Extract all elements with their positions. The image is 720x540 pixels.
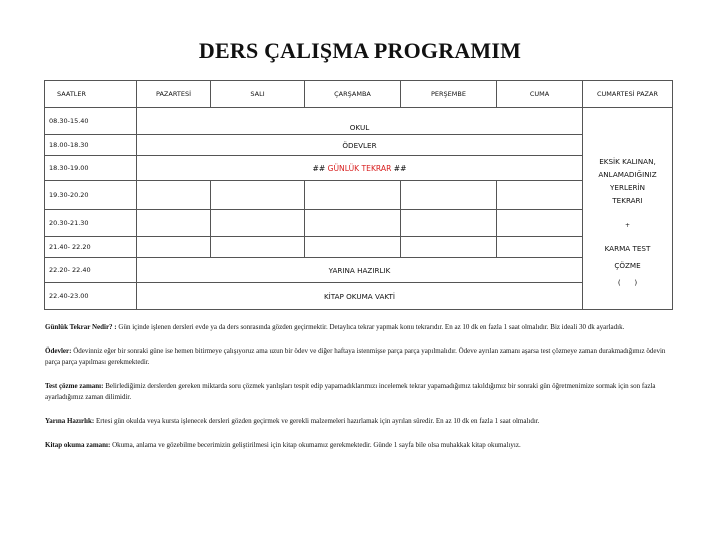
weekend-plus: + [624,221,631,229]
empty-cell [211,210,305,237]
empty-cell [401,181,497,210]
time-cell: 21.40- 22.20 [45,237,137,258]
weekend-line: ANLAMADIĞINIZ [598,169,657,179]
weekend-line: TEKRARI [612,195,643,205]
col-header-pazartesi: PAZARTESİ [137,81,211,108]
empty-cell [305,210,401,237]
empty-cell [137,210,211,237]
note-paragraph [45,440,675,451]
note-text: Gün içinde işlenen dersleri evde ya da ders sonrasında gözden geçirmektir. Detaylıca tekrar yapmak konu tekrarıdır. En az 10 dk en fazla 1 saat olmalıdır. Biz ideali 30 dk ayarladık. [116,323,625,331]
time-cell: 22.20- 22.40 [45,258,137,283]
schedule-table [44,80,673,310]
note-label: Yarına Hazırlık: [45,417,95,425]
note-paragraph [45,416,675,427]
okul-cell: OKUL [137,108,583,135]
table-row [45,258,673,283]
odevler-cell: ÖDEVLER [137,135,583,156]
time-cell: 08.30-15.40 [45,108,137,135]
col-header-carsamba: ÇARŞAMBA [305,81,401,108]
weekend-cell [583,108,673,310]
note-paragraph [45,381,675,403]
tekrar-prefix: ## [312,163,328,173]
tekrar-label: GÜNLÜK TEKRAR [327,163,392,173]
note-text: Ödevinniz eğer bir sonraki güne ise hemen bitirmeye çalışıyoruz ama uzun bir ödev ve diğer haftaya istenmişse parça parça yapılmalıdır. Ödeve ayrılan zamanı aşarsa test çözmeye zaman durakmadığımız ödevin parça parça yapılması gerekmektedir. [45,347,666,366]
col-header-cumartesi-pazar: CUMARTESİ PAZAR [583,81,673,108]
empty-cell [211,181,305,210]
table-row [45,210,673,237]
note-text: Belirlediğimiz derslerden gereken miktarda soru çözmek yanlışları tespit edip yapamadıklarımızı incelemek tekrar yapamadığımız takıldığımız bir sonraki gün öğretmenimize sormak için son fazla ayarladığımız zaman dilimidir. [45,382,656,401]
empty-cell [137,181,211,210]
table-row [45,283,673,310]
weekend-line: YERLERİN [610,182,645,192]
empty-cell [305,237,401,258]
weekend-karma: ÇÖZME [614,260,641,270]
table-row [45,108,673,135]
weekend-paren: ( ) [617,277,638,287]
col-header-sali: SALI [211,81,305,108]
time-cell: 22.40-23.00 [45,283,137,310]
notes-section [45,322,675,451]
empty-cell [401,210,497,237]
empty-cell [497,237,583,258]
note-label: Test çözme zamanı: [45,382,104,390]
note-paragraph [45,346,675,368]
time-cell: 18.00-18.30 [45,135,137,156]
col-header-saatler: SAATLER [45,81,137,108]
empty-cell [497,181,583,210]
table-header-row [45,81,673,108]
empty-cell [305,181,401,210]
page-title: DERS ÇALIŞMA PROGRAMIM [198,38,522,63]
kitap-okuma-cell: KİTAP OKUMA VAKTİ [137,283,583,310]
note-label: Ödevler: [45,347,72,355]
col-header-cuma: CUMA [497,81,583,108]
empty-cell [211,237,305,258]
table-row [45,156,673,181]
empty-cell [401,237,497,258]
note-paragraph [45,322,675,333]
table-row [45,181,673,210]
weekend-line: EKSİK KALINAN, [599,156,656,166]
table-row [45,135,673,156]
note-label: Kitap okuma zamanı: [45,441,111,449]
note-text: Ertesi gün okulda veya kursta işlenecek dersleri gözden geçirmek ve gerekli malzemeleri hazırlamak için ayrılan süredir. En az 10 dk en fazla 1 saat olmalıdır. [94,417,540,425]
yarina-hazirlik-cell: YARINA HAZIRLIK [137,258,583,283]
gunluk-tekrar-cell [137,156,583,181]
tekrar-suffix: ## [391,163,407,173]
time-cell: 18.30-19.00 [45,156,137,181]
time-cell: 20.30-21.30 [45,210,137,237]
table-row [45,237,673,258]
time-cell: 19.30-20.20 [45,181,137,210]
note-text: Okuma, anlama ve gözebilme becerimizin geliştirilmesi için kitap okumamız gerekmektedir. Günde 1 sayfa bile olsa muhakkak kitap okumalıyız. [110,441,521,449]
weekend-karma: KARMA TEST [604,243,651,253]
empty-cell [497,210,583,237]
note-label: Günlük Tekrar Nedir? : [45,323,117,331]
col-header-persembe: PERŞEMBE [401,81,497,108]
empty-cell [137,237,211,258]
